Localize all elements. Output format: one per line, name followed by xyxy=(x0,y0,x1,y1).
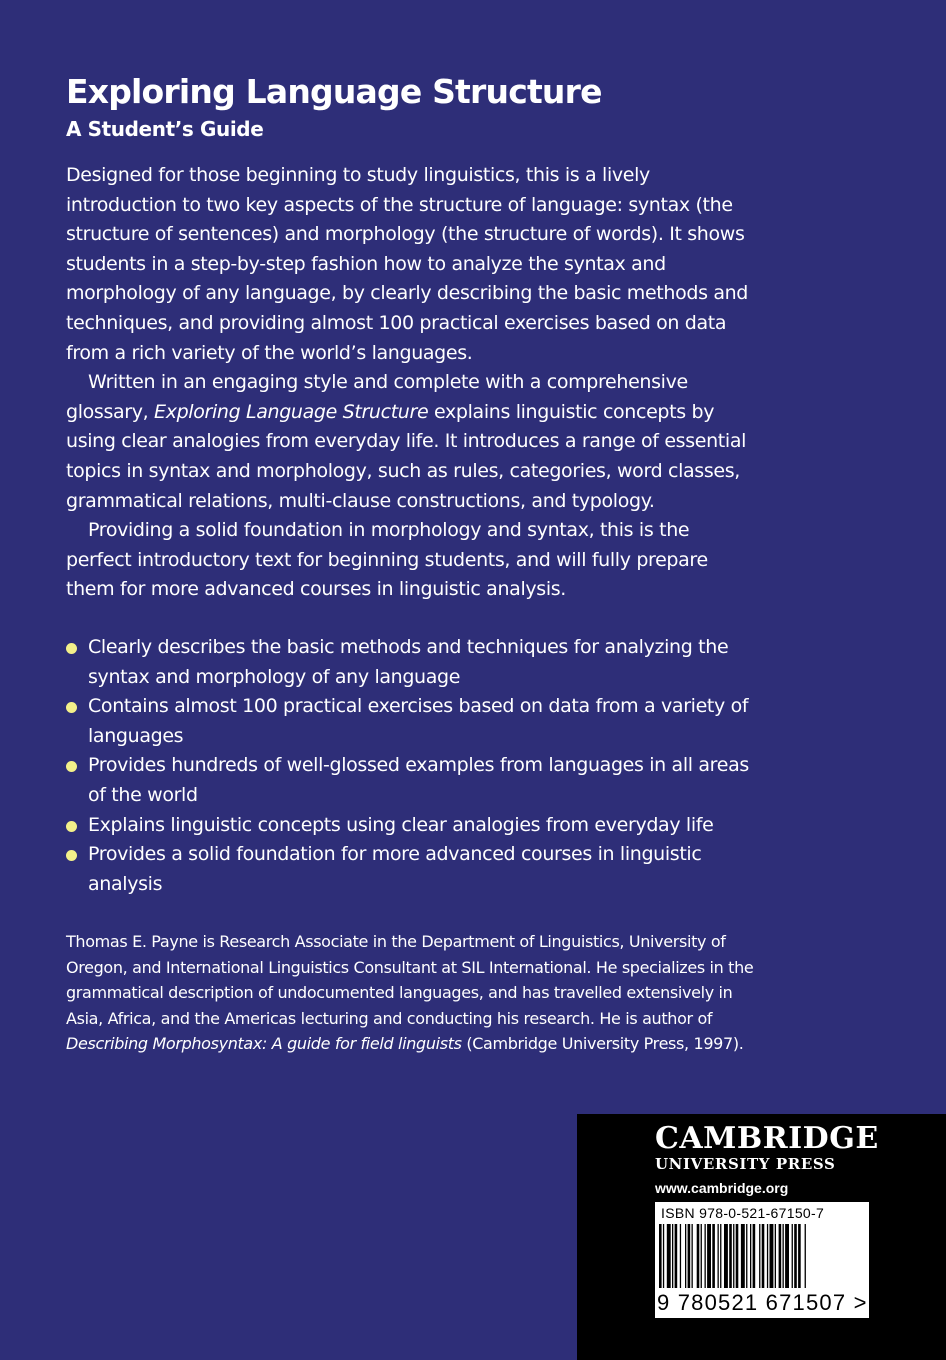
barcode-bar xyxy=(724,1224,728,1288)
feature-text: Explains linguistic concepts using clear analogies from everyday life xyxy=(88,813,714,836)
blurb-paragraph-3: Providing a solid foundation in morphology and syntax, this is the perfect introductory text for beginning students, and will fully prepare them for more advanced courses in linguistic analysis. xyxy=(66,519,708,601)
feature-text: Provides hundreds of well-glossed examples from languages in all areas of the world xyxy=(88,754,749,806)
barcode-bar xyxy=(750,1224,751,1288)
barcode-bar xyxy=(718,1224,719,1288)
barcode-bar xyxy=(667,1224,671,1288)
barcode xyxy=(655,1202,869,1318)
blurb-paragraph-1: Designed for those beginning to study linguistics, this is a lively introduction to two key aspects of the structure of language: syntax (the structure of sentences) and morphology (the structure of words). It shows students in a step-by-step fashion how to analyze the syntax and morphology of any language, by clearly describing the basic methods and techniques, and providing almost 100 practical exercises based on data from a rich variety of the world’s languages. xyxy=(66,164,749,364)
barcode-bar xyxy=(712,1224,715,1288)
bullet-dot-icon xyxy=(66,761,77,772)
blurb xyxy=(66,161,756,605)
barcode-bar xyxy=(729,1224,732,1288)
book-subtitle: A Student’s Guide xyxy=(66,117,264,141)
blurb-paragraph-2 xyxy=(66,368,756,516)
author-bio-end: (Cambridge University Press, 1997). xyxy=(461,1034,744,1054)
publisher-name: CAMBRIDGE xyxy=(655,1121,879,1156)
barcode-bar xyxy=(741,1224,745,1288)
bullet-dot-icon xyxy=(66,850,77,861)
barcode-bar xyxy=(733,1224,734,1288)
feature-item xyxy=(66,751,766,810)
barcode-bar xyxy=(736,1224,739,1288)
barcode-bar xyxy=(762,1224,765,1288)
publisher-panel xyxy=(577,1114,946,1360)
isbn-label: ISBN 978-0-521-67150-7 xyxy=(661,1205,825,1221)
barcode-bar xyxy=(770,1224,774,1288)
barcode-bar xyxy=(697,1224,700,1288)
barcode-bar xyxy=(785,1224,789,1288)
barcode-bar xyxy=(798,1224,801,1288)
barcode-digits: 9 780521 671507 > xyxy=(657,1290,868,1315)
author-work-italic: Describing Morphosyntax: A guide for field linguists xyxy=(66,1034,462,1054)
bullet-dot-icon xyxy=(66,702,77,713)
author-bio xyxy=(66,929,756,1057)
barcode-bar xyxy=(688,1224,691,1288)
barcode-bar xyxy=(685,1224,686,1288)
barcode-bar xyxy=(805,1224,806,1288)
barcode-bar xyxy=(672,1224,673,1288)
bullet-dot-icon xyxy=(66,643,77,654)
barcode-bar xyxy=(792,1224,793,1288)
barcode-bar xyxy=(767,1224,768,1288)
blurb-book-title-italic: Exploring Language Structure xyxy=(154,400,429,423)
feature-item xyxy=(66,811,766,841)
barcode-bar xyxy=(707,1224,711,1288)
publisher-website: www.cambridge.org xyxy=(655,1180,789,1196)
barcode-bar xyxy=(720,1224,721,1288)
barcode-bar xyxy=(753,1224,756,1288)
barcode-bar xyxy=(759,1224,760,1288)
author-bio-text: Thomas E. Payne is Research Associate in the Department of Linguistics, University of Oregon, and International Linguistics Consultant at SIL International. He specializes in the grammatical description of undocumented languages, and has travelled extensively in Asia, Africa, and the Americas lecturing and conducting his research. He is author of xyxy=(66,932,754,1028)
barcode-bar xyxy=(779,1224,782,1288)
feature-list xyxy=(66,633,766,899)
feature-item xyxy=(66,840,766,899)
barcode-bar xyxy=(675,1224,678,1288)
blurb-paragraph-2-start: Written in an engaging style and complete with a comprehensive glossary, xyxy=(66,371,688,423)
barcode-bar xyxy=(701,1224,702,1288)
feature-text: Clearly describes the basic methods and techniques for analyzing the syntax and morphology of any language xyxy=(88,636,729,688)
barcode-bars-icon xyxy=(659,1224,865,1288)
barcode-bar xyxy=(680,1224,681,1288)
feature-text: Contains almost 100 practical exercises based on data from a variety of languages xyxy=(88,695,749,747)
barcode-bar xyxy=(783,1224,784,1288)
book-title: Exploring Language Structure xyxy=(66,72,602,111)
barcode-bar xyxy=(794,1224,797,1288)
feature-item xyxy=(66,692,766,751)
feature-text: Provides a solid foundation for more advanced courses in linguistic analysis xyxy=(88,843,702,895)
blurb-paragraph-2-end: explains linguistic concepts by using clear analogies from everyday life. It introduces a range of essential topics in syntax and morphology, such as rules, categories, word classes, grammatical relations, multi-clause constructions, and typology. xyxy=(66,400,747,512)
barcode-bar xyxy=(746,1224,747,1288)
barcode-bar xyxy=(692,1224,693,1288)
bullet-dot-icon xyxy=(66,821,77,832)
feature-item xyxy=(66,633,766,692)
barcode-bar xyxy=(659,1224,662,1288)
publisher-subname: UNIVERSITY PRESS xyxy=(655,1155,836,1173)
barcode-bar xyxy=(663,1224,664,1288)
barcode-bar xyxy=(775,1224,776,1288)
barcode-bar xyxy=(705,1224,706,1288)
